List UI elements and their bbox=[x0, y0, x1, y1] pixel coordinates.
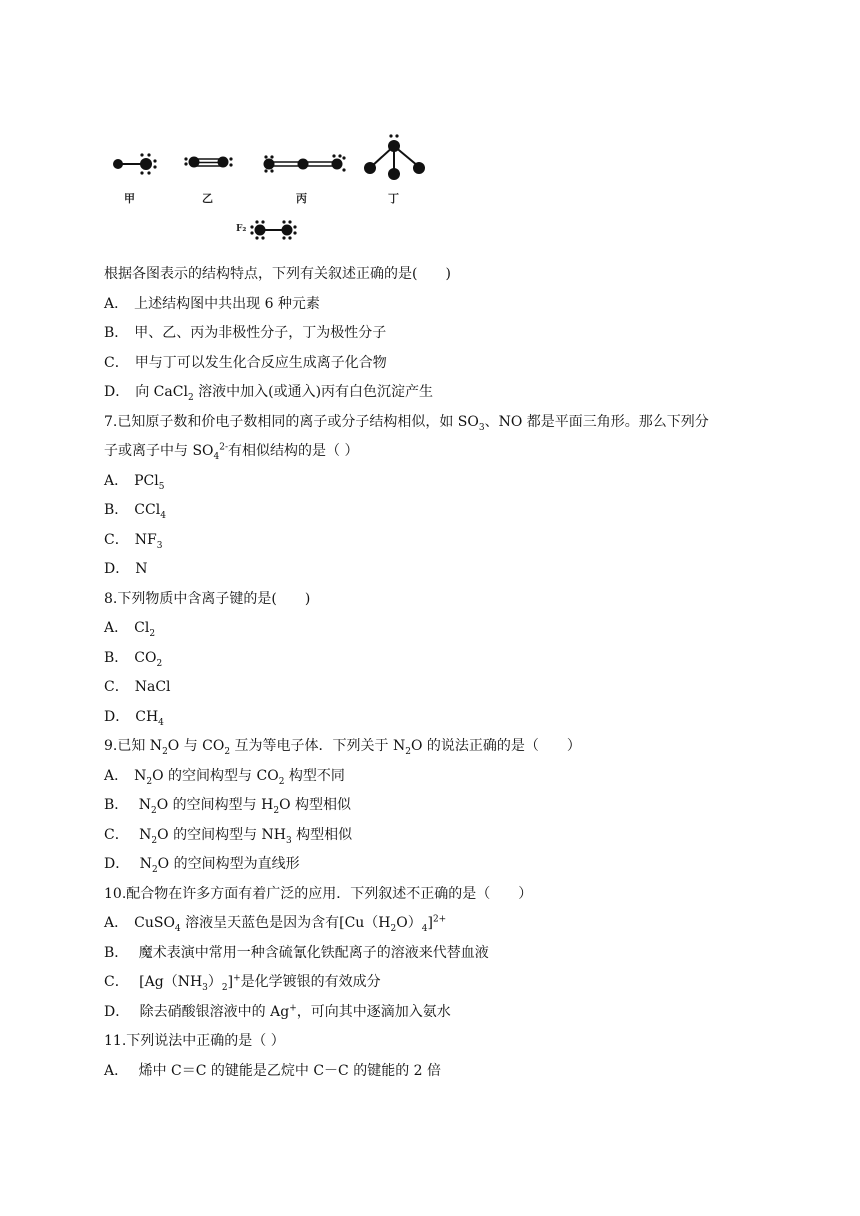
option-text: PCl bbox=[134, 473, 159, 489]
q6-option-b bbox=[104, 323, 386, 343]
subscript: 3 bbox=[202, 982, 208, 993]
option-text: NF bbox=[134, 532, 157, 548]
q10-option-a bbox=[104, 913, 446, 933]
stem-text: 7.已知原子数和价电子数相同的离子或分子结构相似，如 SO bbox=[104, 414, 479, 430]
superscript: + bbox=[289, 1003, 297, 1014]
option-text: 烯中 C＝C 的键能是乙烷中 C－C 的键能的 2 倍 bbox=[134, 1063, 442, 1079]
molecule-structure-figure bbox=[104, 126, 444, 252]
subscript: 2 bbox=[405, 746, 411, 757]
option-letter: C． bbox=[104, 827, 129, 843]
subscript: 2 bbox=[146, 776, 153, 787]
option-letter: D． bbox=[104, 709, 130, 725]
option-text: 构型相似 bbox=[291, 827, 353, 843]
q7-option-a bbox=[104, 471, 164, 491]
subscript: 4 bbox=[421, 923, 428, 934]
option-text: [Ag（NH bbox=[134, 974, 203, 990]
label-yi: 乙 bbox=[202, 192, 213, 205]
option-letter: B． bbox=[104, 325, 129, 341]
option-text: O 的空间构型与 H bbox=[156, 797, 274, 813]
option-text: O 的空间构型与 CO bbox=[152, 768, 279, 784]
option-text: 向 CaCl bbox=[135, 384, 188, 400]
subscript: 4 bbox=[160, 510, 166, 521]
superscript: 2- bbox=[219, 442, 229, 453]
q9-option-b bbox=[104, 795, 351, 815]
q10-option-c bbox=[104, 972, 381, 992]
option-text: 构型不同 bbox=[284, 768, 345, 784]
subscript: 2 bbox=[187, 392, 194, 403]
option-letter: C． bbox=[104, 974, 129, 990]
subscript: 2 bbox=[273, 805, 280, 816]
option-text: ] bbox=[427, 915, 433, 931]
option-text: N bbox=[134, 827, 152, 843]
option-letter: A． bbox=[104, 768, 129, 784]
option-text: ] bbox=[227, 974, 234, 990]
subscript: 2 bbox=[151, 864, 158, 875]
q7-option-c bbox=[104, 530, 162, 550]
option-text: NaCl bbox=[134, 679, 171, 695]
superscript: + bbox=[233, 973, 241, 984]
option-text: CCl bbox=[134, 502, 161, 518]
q7-option-d bbox=[104, 559, 147, 579]
molecule-yi bbox=[184, 157, 232, 168]
q9-option-d bbox=[104, 854, 300, 874]
option-text: ） bbox=[207, 974, 222, 990]
stem-text: O 与 CO bbox=[167, 738, 225, 754]
subscript: 3 bbox=[286, 835, 292, 846]
q8-option-b bbox=[104, 648, 162, 668]
option-letter: A． bbox=[104, 915, 129, 931]
stem-text: 、NO 都是平面三角形。那么下列分 bbox=[484, 414, 709, 430]
q8-stem: 8.下列物质中含离子键的是( ) bbox=[104, 591, 311, 607]
option-text: 甲、乙、丙为非极性分子，丁为极性分子 bbox=[134, 325, 387, 341]
molecule-jia bbox=[113, 153, 157, 174]
option-text: N bbox=[134, 797, 151, 813]
stem-text: 9.已知 N bbox=[104, 738, 163, 754]
option-text: O） bbox=[396, 915, 422, 931]
molecule-bing bbox=[264, 154, 346, 172]
superscript: 2+ bbox=[432, 914, 447, 925]
option-letter: D． bbox=[104, 561, 130, 577]
option-text: Cl bbox=[134, 620, 150, 636]
option-letter: C． bbox=[104, 355, 129, 371]
q6-option-d bbox=[104, 382, 433, 402]
subscript: 2 bbox=[151, 835, 158, 846]
option-text: N bbox=[134, 768, 147, 784]
q9-stem bbox=[104, 736, 581, 756]
molecule-diagram bbox=[104, 126, 444, 252]
subscript: 5 bbox=[158, 481, 165, 492]
molecule-f2 bbox=[250, 220, 296, 239]
option-text: 溶液呈天蓝色是因为含有[Cu（H bbox=[180, 915, 391, 931]
q6-stem: 根据各图表示的结构特点，下列有关叙述正确的是( ) bbox=[104, 266, 451, 282]
option-text: 甲与丁可以发生化合反应生成离子化合物 bbox=[134, 355, 387, 371]
option-text: 除去硝酸银溶液中的 Ag bbox=[135, 1004, 290, 1020]
option-letter: A． bbox=[104, 473, 129, 489]
q7-stem-line2 bbox=[104, 441, 359, 461]
q7-stem-line1 bbox=[104, 412, 709, 432]
option-text: N bbox=[135, 561, 148, 577]
subscript: 3 bbox=[478, 422, 485, 433]
option-letter: C． bbox=[104, 679, 129, 695]
option-text: 溶液中加入(或通入)丙有白色沉淀产生 bbox=[193, 384, 434, 400]
option-text: 是化学镀银的有效成分 bbox=[240, 974, 381, 990]
option-text: 上述结构图中共出现 6 种元素 bbox=[134, 296, 320, 312]
option-letter: A． bbox=[104, 620, 129, 636]
subscript: 2 bbox=[221, 982, 228, 993]
option-text: CH bbox=[135, 709, 159, 725]
option-letter: B． bbox=[104, 502, 129, 518]
q8-option-a bbox=[104, 618, 155, 638]
stem-text: 互为等电子体．下列关于 N bbox=[230, 738, 406, 754]
option-text: CuSO bbox=[134, 915, 175, 931]
option-text: O 构型相似 bbox=[279, 797, 351, 813]
option-letter: A． bbox=[104, 296, 129, 312]
option-letter: D． bbox=[104, 856, 130, 872]
q8-option-d bbox=[104, 707, 164, 727]
subscript: 2 bbox=[224, 746, 231, 757]
option-letter: B． bbox=[104, 650, 129, 666]
subscript: 4 bbox=[158, 717, 164, 728]
molecule-ding bbox=[364, 134, 425, 180]
q9-option-a bbox=[104, 766, 345, 786]
option-letter: A． bbox=[104, 1063, 129, 1079]
option-text: 魔术表演中常用一种含硫氰化铁配离子的溶液来代替血液 bbox=[134, 945, 489, 961]
label-f2: F₂ bbox=[236, 224, 247, 234]
label-ding: 丁 bbox=[388, 192, 399, 205]
q10-stem: 10.配合物在许多方面有着广泛的应用．下列叙述不正确的是（ ） bbox=[104, 886, 533, 902]
subscript: 2 bbox=[156, 658, 163, 669]
q11-stem: 11.下列说法中正确的是（ ） bbox=[104, 1033, 285, 1049]
option-text: CO bbox=[134, 650, 157, 666]
option-letter: D． bbox=[104, 384, 130, 400]
q7-option-b bbox=[104, 500, 166, 520]
option-letter: C． bbox=[104, 532, 129, 548]
option-letter: D． bbox=[104, 1004, 130, 1020]
option-text: N bbox=[135, 856, 152, 872]
q11-option-a bbox=[104, 1061, 441, 1081]
option-letter: B． bbox=[104, 797, 129, 813]
q9-option-c bbox=[104, 825, 352, 845]
option-letter: B． bbox=[104, 945, 129, 961]
subscript: 4 bbox=[174, 923, 181, 934]
subscript: 2 bbox=[151, 805, 157, 816]
option-text: ，可向其中逐滴加入氨水 bbox=[296, 1004, 451, 1020]
q8-option-c bbox=[104, 677, 171, 697]
stem-text: 有相似结构的是（ ） bbox=[228, 443, 359, 459]
stem-text: 子或离子中与 SO bbox=[104, 443, 214, 459]
subscript: 2 bbox=[390, 923, 397, 934]
subscript: 2 bbox=[149, 628, 156, 639]
subscript: 2 bbox=[162, 746, 168, 757]
option-text: O 的空间构型为直线形 bbox=[157, 856, 300, 872]
q10-option-b bbox=[104, 943, 489, 963]
subscript: 3 bbox=[156, 540, 163, 551]
q10-option-d bbox=[104, 1002, 451, 1022]
option-text: O 的空间构型与 NH bbox=[157, 827, 286, 843]
q6-option-a bbox=[104, 294, 320, 314]
label-jia: 甲 bbox=[124, 192, 135, 205]
stem-text: O 的说法正确的是（ ） bbox=[411, 738, 581, 754]
q6-option-c bbox=[104, 353, 387, 373]
subscript: 4 bbox=[213, 451, 220, 462]
label-bing: 丙 bbox=[296, 192, 307, 205]
subscript: 2 bbox=[278, 776, 285, 787]
